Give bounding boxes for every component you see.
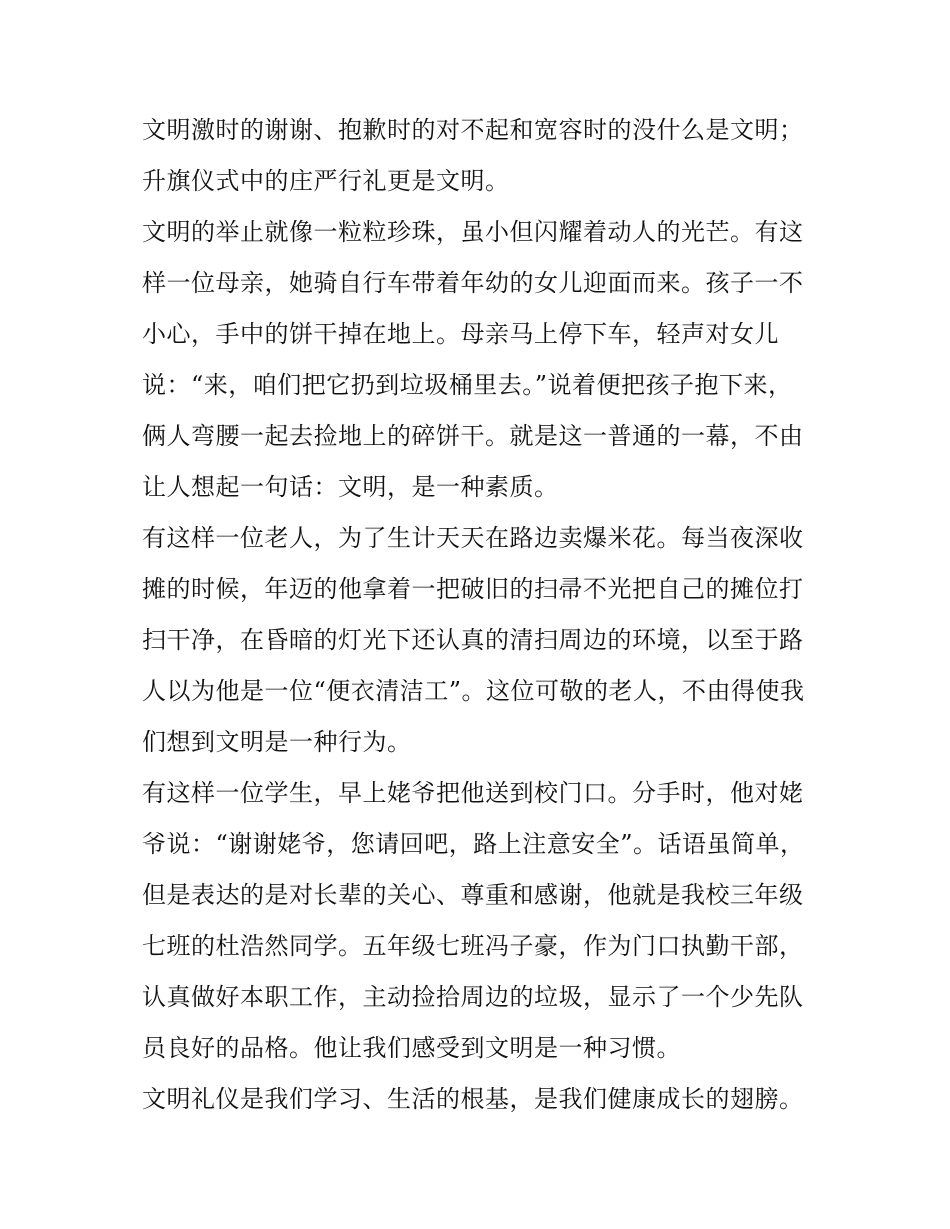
text-line: 有这样一位老人，为了生计天天在路边卖爆米花。每当夜深收 bbox=[142, 524, 804, 552]
document-body bbox=[142, 105, 822, 1125]
text-line: 样一位母亲，她骑自行车带着年幼的女儿迎面而来。孩子一不 bbox=[142, 269, 804, 297]
text-line: 扫干净，在昏暗的灯光下还认真的清扫周边的环境，以至于路 bbox=[142, 626, 804, 654]
text-line: 俩人弯腰一起去捡地上的碎饼干。就是这一普通的一幕，不由 bbox=[142, 422, 804, 450]
text-line: 有这样一位学生，早上姥爷把他送到校门口。分手时，他对姥 bbox=[142, 779, 804, 807]
text-line: 但是表达的是对长辈的关心、尊重和感谢，他就是我校三年级 bbox=[142, 881, 804, 909]
text-line: 文明礼仪是我们学习、生活的根基，是我们健康成长的翅膀。 bbox=[142, 1085, 804, 1113]
text-line: 认真做好本职工作，主动捡拾周边的垃圾，显示了一个少先队 bbox=[142, 983, 804, 1011]
text-line: 们想到文明是一种行为。 bbox=[142, 728, 412, 756]
text-line: 爷说：“谢谢姥爷，您请回吧，路上注意安全”。话语虽简单， bbox=[142, 830, 805, 858]
text-line: 员良好的品格。他让我们感受到文明是一种习惯。 bbox=[142, 1034, 681, 1062]
text-line: 说：“来，咱们把它扔到垃圾桶里去。”说着便把孩子抱下来， bbox=[142, 371, 793, 399]
text-line: 文明激时的谢谢、抱歉时的对不起和宽容时的没什么是文明； bbox=[142, 116, 804, 144]
text-line: 让人想起一句话：文明，是一种素质。 bbox=[142, 473, 559, 501]
text-line: 小心，手中的饼干掉在地上。母亲马上停下车，轻声对女儿 bbox=[142, 320, 779, 348]
text-line: 人以为他是一位“便衣清洁工”。这位可敬的老人，不由得使我 bbox=[142, 677, 805, 705]
text-line: 升旗仪式中的庄严行礼更是文明。 bbox=[142, 167, 510, 195]
text-line: 摊的时候，年迈的他拿着一把破旧的扫帚不光把自己的摊位打 bbox=[142, 575, 804, 603]
text-line: 七班的杜浩然同学。五年级七班冯子豪，作为门口执勤干部， bbox=[142, 932, 804, 960]
text-line: 文明的举止就像一粒粒珍珠，虽小但闪耀着动人的光芒。有这 bbox=[142, 218, 804, 246]
